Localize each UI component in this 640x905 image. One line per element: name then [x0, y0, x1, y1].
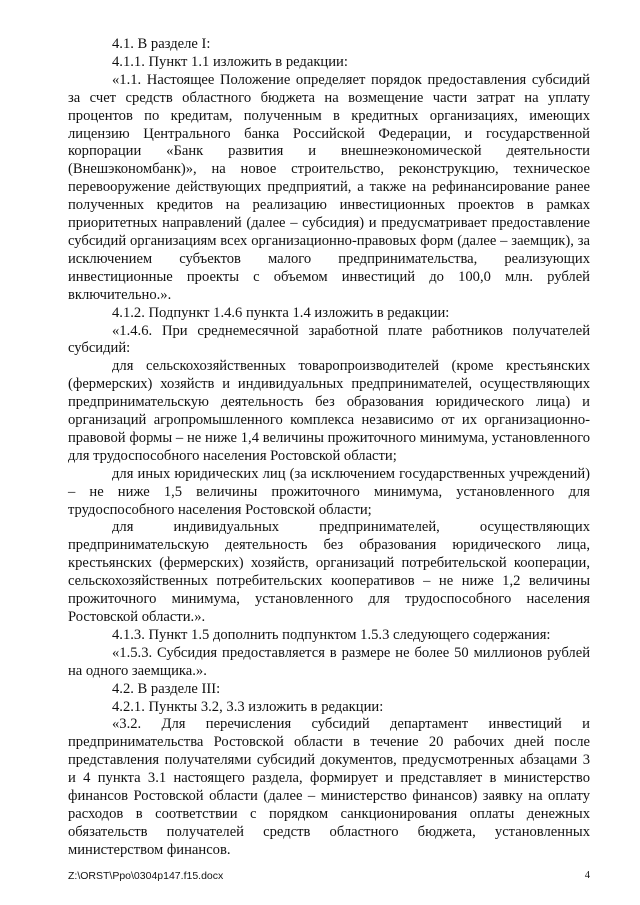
- paragraph-1-1-quote: «1.1. Настоящее Положение определяет порядок предоставления субсидий за счет средств областного бюджета на возмещение части затрат на уплату процентов по кредитам, полученным в кредитных организациях, имеющих лицензию Центрального банка Российской Федерации, и государственной корпорации «Банк развития и внешнеэкономической деятельности (Внешэкономбанк)», на новое строительство, реконструкцию, техническое перевооружение действующих предприятий, а также на рефинансирование ранее полученных кредитов на реализацию инвестиционных проектов в рамках приоритетных направлений (далее – субсидия) и предусматривает предоставление субсидий организациям всех организационно-правовых форм (далее – заемщик), за исключением субъектов малого предпринимательства, реализующих инвестиционные проекты с объемом инвестиций до 100,0 млн. рублей включительно.».: [68, 71, 590, 303]
- paragraph-1-5-3-quote: «1.5.3. Субсидия предоставляется в размере не более 50 миллионов рублей на одного заемщика.».: [68, 644, 590, 679]
- paragraph-1-4-6-quote: «1.4.6. При среднемесячной заработной плате работников получателей субсидий:: [68, 322, 590, 357]
- paragraph-4-1-3: 4.1.3. Пункт 1.5 дополнить подпунктом 1.5.3 следующего содержания:: [112, 626, 551, 643]
- paragraph-4-1-2: 4.1.2. Подпункт 1.4.6 пункта 1.4 изложить в редакции:: [112, 304, 450, 321]
- document-body: [68, 36, 590, 860]
- paragraph-4-2-1: 4.2.1. Пункты 3.2, 3.3 изложить в редакции:: [112, 698, 384, 715]
- footer-file-path: Z:\ORST\Ppo\0304p147.f15.docx: [68, 870, 224, 882]
- paragraph-4-1: 4.1. В разделе I:: [112, 36, 211, 52]
- paragraph-4-2: 4.2. В разделе III:: [112, 680, 221, 697]
- paragraph-4-1-1: 4.1.1. Пункт 1.1 изложить в редакции:: [112, 53, 348, 70]
- paragraph-agri-producers: для сельскохозяйственных товаропроизводителей (кроме крестьянских (фермерских) хозяйств и индивидуальных предпринимателей, осуществляющих предпринимательскую деятельность без образования юридического лица) и организаций агропромышленного комплекса независимо от их организационно-правовой формы – не ниже 1,4 величины прожиточного минимума, установленного для трудоспособного населения Ростовской области;: [68, 358, 590, 464]
- paragraph-individual-entrepreneurs: для индивидуальных предпринимателей, осуществляющих предпринимательскую деятельность без образования юридического лица, крестьянских (фермерских) хозяйств, организаций потребительской кооперации, сельскохозяйственных потребительских кооперативов – не ниже 1,2 величины прожиточного минимума, установленного для трудоспособного населения Ростовской области.».: [68, 519, 590, 625]
- paragraph-3-2-quote: «3.2. Для перечисления субсидий департамент инвестиций и предпринимательства Ростовской области в течение 20 рабочих дней после представления получателями субсидий документов, предусмотренных абзацами 3 и 4 пункта 3.1 настоящего раздела, формирует и представляет в министерство финансов Ростовской области (далее – министерство финансов) заявку на оплату расходов в соответствии с порядком санкционирования оплаты денежных обязательств получателей средств областного бюджета, установленных министерством финансов.: [68, 716, 590, 858]
- page-number: 4: [584, 870, 590, 881]
- paragraph-other-legal-entities: для иных юридических лиц (за исключением государственных учреждений) – не ниже 1,5 величины прожиточного минимума, установленного для трудоспособного населения Ростовской области;: [68, 465, 590, 518]
